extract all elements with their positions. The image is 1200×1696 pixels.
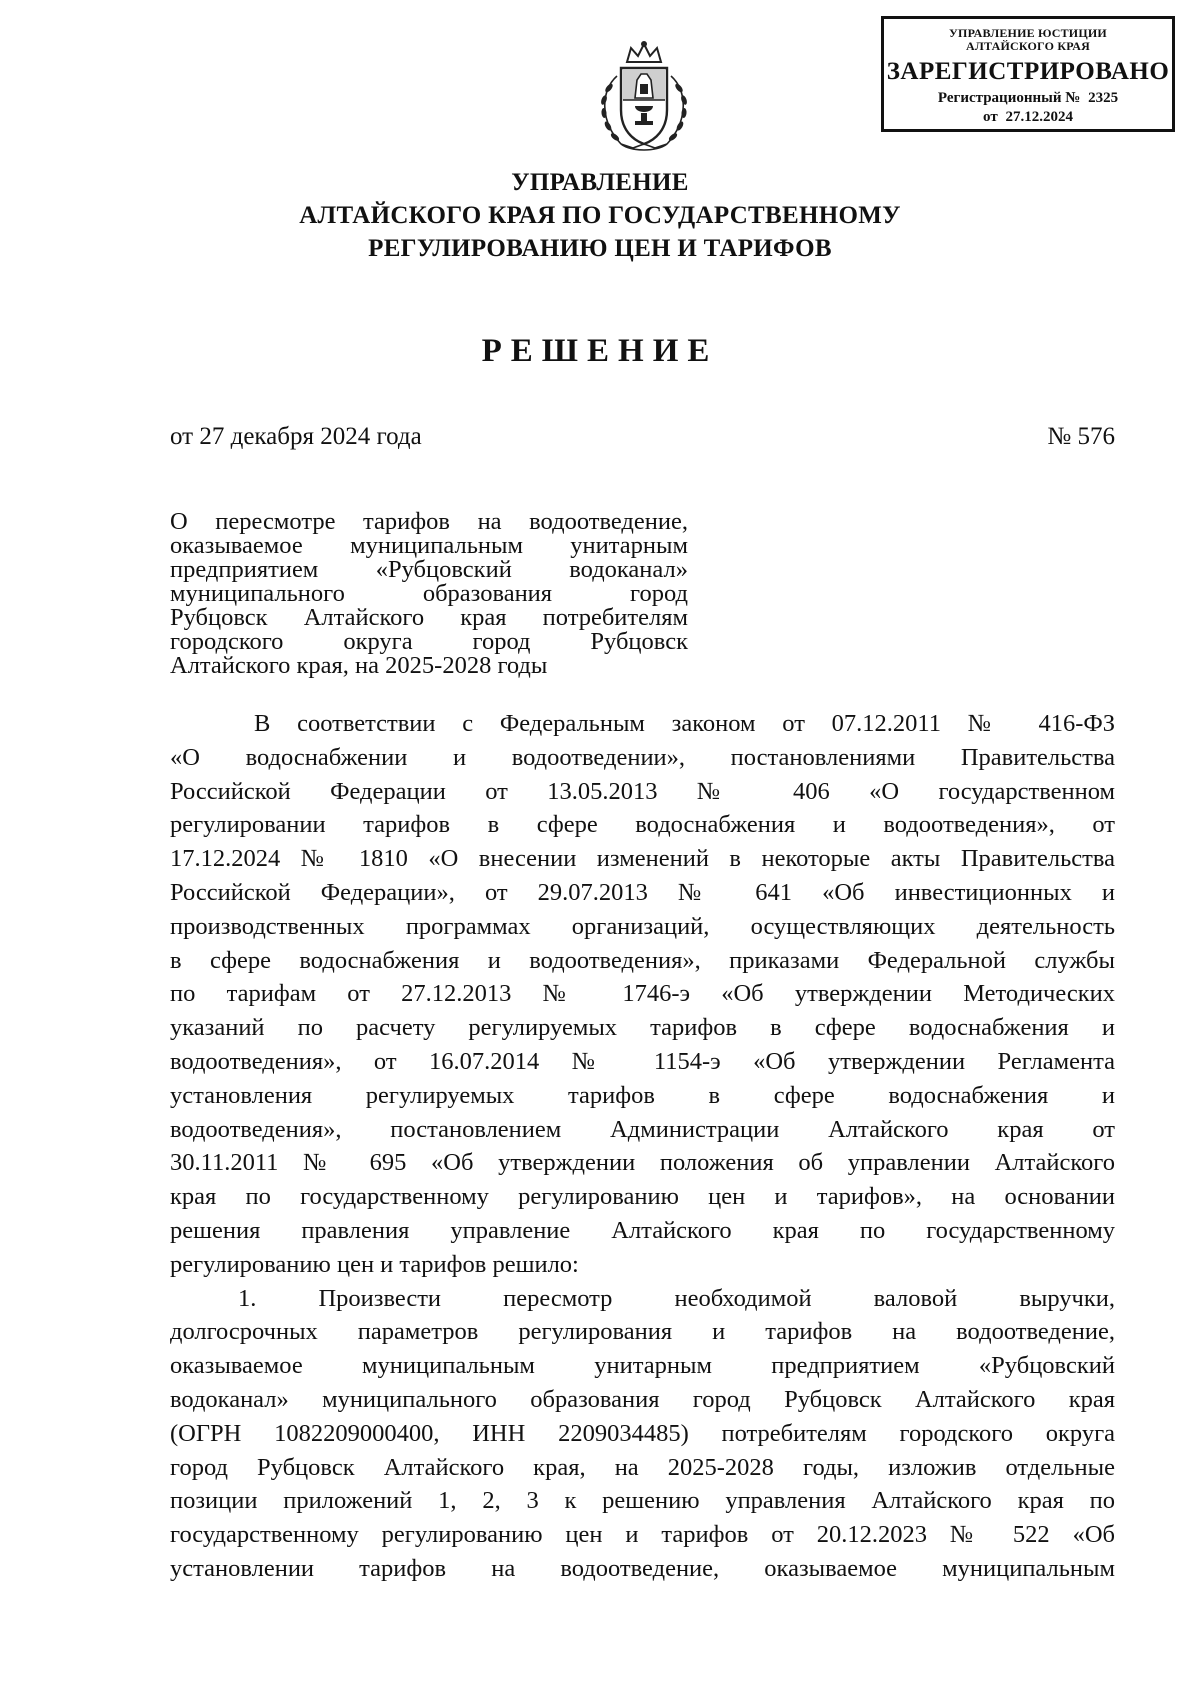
body-line: водоотведения», постановлением Администрации Алтайского края от [170,1115,1115,1143]
stamp-org-line-2: АЛТАЙСКОГО КРАЯ [966,39,1090,53]
body-line: 17.12.2024 № 1810 «О внесении изменений в некоторые акты Правительства [170,845,1115,873]
body-line: указаний по расчету регулируемых тарифов в сфере водоснабжения и [170,1014,1115,1042]
body-line: оказываемое муниципальным унитарным предприятием «Рубцовский [170,1352,1115,1380]
stamp-date-line [884,108,1172,127]
stamp-reg-label: Регистрационный № [937,90,1081,106]
document-number: № 576 [1047,423,1115,450]
subject-line: оказываемое муниципальным унитарным [170,532,688,559]
subject-line: Рубцовск Алтайского края потребителям [170,604,688,631]
body-line: позиции приложений 1, 2, 3 к решению управления Алтайского края по [170,1487,1115,1515]
authority-line-2: АЛТАЙСКОГО КРАЯ ПО ГОСУДАРСТВЕННОМУ [299,202,901,229]
body-line: регулировании тарифов в сфере водоснабжения и водоотведения», от [170,811,1115,839]
stamp-status: ЗАРЕГИСТРИРОВАНО [886,58,1170,85]
body-line: государственному регулированию цен и тарифов от 20.12.2023 № 522 «Об [170,1521,1115,1549]
body-line: город Рубцовск Алтайского края, на 2025-2028 годы, изложив отдельные [170,1453,1115,1481]
subject-line: предприятием «Рубцовский водоканал» [170,556,688,583]
stamp-date-label: от [983,109,998,125]
stamp-reg-number: 2325 [1088,90,1119,106]
body-line: установления регулируемых тарифов в сфере водоснабжения и [170,1081,1115,1109]
body-line: долгосрочных параметров регулирования и тарифов на водоотведение, [170,1318,1115,1346]
body-line: В соответствии с Федеральным законом от 07.12.2011 № 416-ФЗ [254,710,1115,737]
authority-line-3: РЕГУЛИРОВАНИЮ ЦЕН И ТАРИФОВ [368,235,832,262]
document-body [170,707,1115,1586]
body-line: (ОГРН 1082209000400, ИНН 2209034485) потребителям городского округа [170,1419,1115,1447]
body-line: Российской Федерации от 13.05.2013 № 406 «О государственном [170,777,1115,805]
authority-line-1: УПРАВЛЕНИЕ [511,169,689,196]
body-line: 30.11.2011 № 695 «Об утверждении положения об управлении Алтайского [170,1149,1115,1177]
altai-krai-coat-of-arms-icon [591,40,697,160]
body-line: водоканал» муниципального образования город Рубцовск Алтайского края [170,1385,1115,1413]
document-type-title: РЕШЕНИЕ [481,333,719,369]
body-line: Российской Федерации», от 29.07.2013 № 641 «Об инвестиционных и [170,878,1115,906]
subject-line: городского округа город Рубцовск [170,628,688,655]
document-subject [170,510,688,678]
registration-stamp [881,16,1175,132]
body-line: регулированию цен и тарифов решило: [170,1250,579,1278]
body-line: «О водоснабжении и водоотведении», постановлениями Правительства [170,743,1115,771]
body-line: по тарифам от 27.12.2013 № 1746-э «Об утверждении Методических [170,980,1115,1008]
subject-line: муниципального образования город [170,580,688,607]
stamp-registration-line [884,89,1172,108]
body-line: производственных программах организаций, осуществляющих деятельность [170,912,1115,940]
subject-line: Алтайского края, на 2025-2028 годы [170,652,548,679]
stamp-date: 27.12.2024 [1005,109,1073,125]
body-line: в сфере водоснабжения и водоотведения», приказами Федеральной службы [170,946,1115,974]
body-line: установлении тарифов на водоотведение, оказываемое муниципальным [170,1554,1115,1582]
body-line: края по государственному регулированию цен и тарифов», на основании [170,1183,1115,1211]
issuing-authority [150,166,1050,265]
document-date: от 27 декабря 2024 года [170,423,422,450]
body-line: 1. Произвести пересмотр необходимой валовой выручки, [238,1284,1115,1312]
body-line: водоотведения», от 16.07.2014 № 1154-э «Об утверждении Регламента [170,1047,1115,1075]
subject-line: О пересмотре тарифов на водоотведение, [170,508,688,535]
body-line: решения правления управление Алтайского края по государственному [170,1216,1115,1244]
stamp-org-line-1: УПРАВЛЕНИЕ ЮСТИЦИИ [949,26,1107,40]
